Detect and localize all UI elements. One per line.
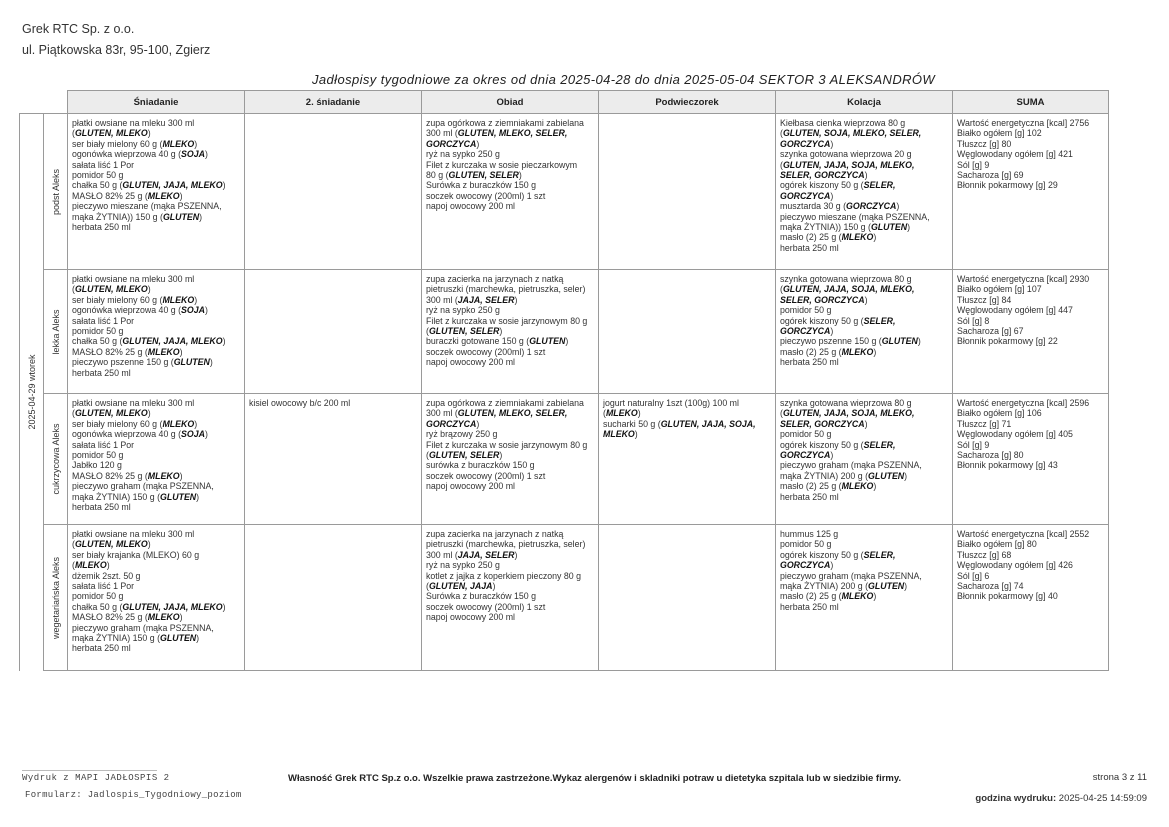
menu-line: masło (2) 25 g (MLEKO) (780, 346, 877, 357)
menu-line: kisiel owocowy b/c 200 ml (249, 398, 351, 408)
allergen-text: GLUTEN, MLEKO, SELER, (457, 128, 568, 139)
allergen-text: JAJA, SELER (457, 294, 515, 305)
allergen-text: SELER, GORCZYCA (780, 170, 865, 181)
allergen-text: GORCZYCA (780, 326, 831, 337)
menu-line: pietruszki (marchewka, pietruszka, seler) (426, 284, 586, 295)
table-row (20, 270, 1109, 394)
allergen-text: MLEKO (603, 429, 635, 440)
menu-line: pomidor 50 g (72, 591, 124, 602)
allergen-text: GLUTEN, JAJA, SOJA, MLEKO, (782, 408, 915, 419)
col-header-snack: Podwieczorek (599, 91, 776, 114)
allergen-text: MLEKO (162, 418, 195, 429)
menu-line: ogonówka wieprzowa 40 g (SOJA) (72, 305, 208, 316)
menu-line: buraczki gotowane 150 g (GLUTEN) (426, 336, 569, 347)
allergen-text: GORCZYCA (426, 138, 477, 149)
menu-line: Filet z kurczaka w sosie jarzynowym 80 g (426, 315, 588, 326)
allergen-text: SELER, GORCZYCA (780, 418, 865, 429)
menu-line: płatki owsiane na mleku 300 ml (72, 398, 195, 408)
menu-line: ogórek kiszony 50 g (SELER, (780, 549, 896, 560)
menu-line: Tłuszcz [g] 80 (957, 138, 1012, 149)
ownership-notice: Własność Grek RTC Sp.z o.o. Wszelkie prawa zastrzeżone.Wykaz alergenów i skladniki potraw u dietetyka szpitala lub w siedzibie firmy. (288, 773, 902, 784)
menu-line: płatki owsiane na mleku 300 ml (72, 274, 195, 284)
menu-line: Białko ogółem [g] 102 (957, 128, 1042, 139)
nutrition-cell (953, 270, 1109, 394)
allergen-text: GLUTEN, JAJA, SOJA, (660, 418, 756, 429)
menu-line: mąka ŻYTNIA) 200 g (GLUTEN) (780, 581, 908, 592)
form-name: Formularz: Jadlospis_Tygodniowy_poziom (25, 790, 242, 800)
menu-cell (776, 394, 953, 525)
menu-line: ryż brązowy 250 g (426, 429, 498, 440)
menu-cell (245, 394, 422, 525)
menu-line: mąka ŻYTNIA) 150 g (GLUTEN) (72, 491, 200, 502)
menu-line: herbata 250 ml (72, 502, 131, 513)
menu-line: (GLUTEN, JAJA) (426, 581, 496, 592)
company-name: Grek RTC Sp. z o.o. (22, 22, 135, 36)
menu-line: zupa zacierka na jarzynach z natką (426, 274, 564, 284)
menu-line: chałka 50 g (GLUTEN, JAJA, MLEKO) (72, 601, 226, 612)
menu-cell (776, 270, 953, 394)
menu-line: ser biały mielony 60 g (MLEKO) (72, 294, 198, 305)
menu-line: Błonnik pokarmowy [g] 29 (957, 180, 1058, 191)
allergen-text: GLUTEN (162, 211, 200, 222)
menu-title: Jadłospisy tygodniowe za okres od dnia 2025-04-28 do dnia 2025-05-04 SEKTOR 3 ALEKSANDRÓW (312, 72, 936, 87)
allergen-text: GLUTEN, JAJA, MLEKO (122, 180, 223, 191)
print-time-label: godzina wydruku: (975, 793, 1057, 804)
menu-cell (68, 114, 245, 270)
allergen-text: GLUTEN (881, 336, 918, 347)
menu-line: sałata liść 1 Por (72, 159, 135, 170)
menu-cell (68, 394, 245, 525)
menu-cell (599, 525, 776, 671)
menu-line: MASŁO 82% 25 g (MLEKO) (72, 470, 183, 481)
allergen-text: SOJA (181, 149, 206, 160)
allergen-text: SELER, (863, 439, 896, 450)
nutrition-cell (953, 394, 1109, 525)
menu-line: herbata 250 ml (780, 491, 839, 502)
menu-line: szynka gotowana wieprzowa 80 g (780, 398, 912, 408)
menu-line: Sacharoza [g] 80 (957, 450, 1024, 461)
menu-line: Sól [g] 9 (957, 159, 990, 170)
menu-line: Wartość energetyczna [kcal] 2756 (957, 118, 1090, 128)
menu-line: GORCZYCA) (426, 418, 480, 429)
allergen-text: MLEKO (605, 408, 638, 419)
allergen-text: MLEKO (147, 346, 180, 357)
allergen-text: MLEKO (74, 560, 107, 571)
menu-line: Wartość energetyczna [kcal] 2552 (957, 529, 1090, 539)
corner-blank (20, 91, 44, 114)
menu-cell (422, 525, 599, 671)
allergen-text: GORCZYCA (780, 138, 831, 149)
col-header-lunch: Obiad (422, 91, 599, 114)
menu-line: soczek owocowy (200ml) 1 szt (426, 470, 546, 481)
allergen-text: MLEKO (841, 481, 874, 492)
menu-line: jogurt naturalny 1szt (100g) 100 ml (603, 398, 739, 408)
menu-line: pomidor 50 g (72, 450, 124, 461)
menu-cell (776, 525, 953, 671)
menu-line: pomidor 50 g (780, 429, 832, 440)
allergen-text: MLEKO (841, 232, 874, 243)
menu-line: pieczywo graham (mąka PSZENNA, (72, 622, 214, 633)
menu-line: 80 g (GLUTEN, SELER) (426, 170, 522, 181)
menu-line: Węglowodany ogółem [g] 421 (957, 149, 1073, 160)
company-address: ul. Piątkowska 83r, 95-100, Zgierz (22, 43, 211, 57)
menu-line: herbata 250 ml (72, 367, 131, 378)
allergen-text: GLUTEN (870, 222, 908, 233)
allergen-text: GLUTEN, SELER (428, 450, 500, 461)
menu-line: napoj owocowy 200 ml (426, 357, 515, 368)
menu-line: mąka ŻYTNIA)) 150 g (GLUTEN) (780, 222, 911, 233)
footer-rule (22, 770, 157, 771)
menu-line: Błonnik pokarmowy [g] 43 (957, 460, 1058, 471)
menu-line: musztarda 30 g (GORCZYCA) (780, 201, 900, 212)
allergen-text: GLUTEN, JAJA (428, 581, 493, 592)
menu-line: GORCZYCA) (780, 560, 834, 571)
menu-line: dżemik 2szt. 50 g (72, 570, 141, 581)
menu-line: ser biały mielony 60 g (MLEKO) (72, 418, 198, 429)
allergen-text: GLUTEN, MLEKO (74, 539, 148, 550)
menu-line: zupa ogórkowa z ziemniakami zabielana (426, 398, 584, 408)
menu-line: MLEKO) (603, 429, 638, 440)
menu-line: ryż na sypko 250 g (426, 560, 500, 571)
menu-line: zupa ogórkowa z ziemniakami zabielana (426, 118, 584, 128)
menu-line: (GLUTEN, JAJA, SOJA, MLEKO, (780, 408, 915, 419)
menu-line: ser biały krajanka (MLEKO) 60 g (72, 549, 200, 560)
allergen-text: SELER, GORCZYCA (780, 294, 865, 305)
menu-line: (GLUTEN, SELER) (426, 326, 503, 337)
menu-line: herbata 250 ml (72, 643, 131, 654)
menu-line: płatki owsiane na mleku 300 ml (72, 118, 195, 128)
menu-line: pomidor 50 g (72, 170, 124, 181)
menu-line: soczek owocowy (200ml) 1 szt (426, 190, 546, 201)
allergen-text: GLUTEN (529, 336, 566, 347)
allergen-text: MLEKO (162, 294, 195, 305)
menu-cell (68, 525, 245, 671)
allergen-text: GORCZYCA (426, 418, 477, 429)
menu-cell (68, 270, 245, 394)
menu-line: 300 ml (JAJA, SELER) (426, 549, 518, 560)
allergen-text: GLUTEN, JAJA, MLEKO (122, 601, 223, 612)
menu-line: (GLUTEN, JAJA, SOJA, MLEKO, (780, 159, 915, 170)
col-header-dinner: Kolacja (776, 91, 953, 114)
menu-cell (599, 394, 776, 525)
menu-cell (422, 394, 599, 525)
table-row (20, 394, 1109, 525)
menu-line: SELER, GORCZYCA) (780, 294, 868, 305)
menu-line: ser biały mielony 60 g (MLEKO) (72, 138, 198, 149)
allergen-text: GLUTEN (160, 491, 197, 502)
menu-line: Węglowodany ogółem [g] 447 (957, 305, 1073, 316)
menu-line: Węglowodany ogółem [g] 426 (957, 560, 1073, 571)
menu-cell (422, 114, 599, 270)
menu-line: kotlet z jajka z koperkiem pieczony 80 g (426, 570, 581, 581)
menu-line: (GLUTEN, SOJA, MLEKO, SELER, (780, 128, 922, 139)
menu-line: mąka ŻYTNIA) 200 g (GLUTEN) (780, 470, 908, 481)
allergen-text: GLUTEN, JAJA, SOJA, MLEKO, (782, 159, 915, 170)
col-header-sum: SUMA (953, 91, 1109, 114)
menu-line: (GLUTEN, MLEKO) (72, 408, 151, 419)
menu-line: szynka gotowana wieprzowa 80 g (780, 274, 912, 284)
allergen-text: GLUTEN, MLEKO (74, 408, 148, 419)
menu-line: napoj owocowy 200 ml (426, 612, 515, 623)
allergen-text: GLUTEN (868, 581, 905, 592)
menu-line: GORCZYCA) (780, 138, 834, 149)
menu-cell (599, 270, 776, 394)
menu-line: Błonnik pokarmowy [g] 40 (957, 591, 1058, 602)
allergen-text: MLEKO (841, 346, 874, 357)
menu-line: ogonówka wieprzowa 40 g (SOJA) (72, 149, 208, 160)
menu-line: herbata 250 ml (780, 242, 839, 253)
date-label: 2025-04-29 wtorek (26, 354, 37, 430)
allergen-text: GORCZYCA (780, 190, 831, 201)
menu-line: płatki owsiane na mleku 300 ml (72, 529, 195, 539)
diet-label: lekka Aleks (50, 308, 61, 355)
menu-line: Błonnik pokarmowy [g] 22 (957, 336, 1058, 347)
menu-line: Sacharoza [g] 74 (957, 581, 1024, 592)
menu-line: (GLUTEN, MLEKO) (72, 539, 151, 550)
menu-line: herbata 250 ml (72, 222, 131, 233)
menu-line: pieczywo mieszane (mąka PSZENNA, (780, 211, 930, 222)
allergen-text: MLEKO (147, 470, 180, 481)
allergen-text: GLUTEN, SELER (428, 326, 500, 337)
allergen-text: GORCZYCA (780, 560, 831, 571)
menu-line: 300 ml (GLUTEN, MLEKO, SELER, (426, 128, 568, 139)
menu-line: ogórek kiszony 50 g (SELER, (780, 315, 896, 326)
menu-line: SELER, GORCZYCA) (780, 170, 868, 181)
menu-line: Sól [g] 8 (957, 315, 990, 326)
diet-cell (44, 394, 68, 525)
menu-line: Sól [g] 9 (957, 439, 990, 450)
nutrition-cell (953, 525, 1109, 671)
menu-line: (MLEKO) (603, 408, 641, 419)
menu-line: ryż na sypko 250 g (426, 149, 500, 160)
allergen-text: GLUTEN, JAJA, SOJA, MLEKO, (782, 284, 915, 295)
menu-line: 300 ml (GLUTEN, MLEKO, SELER, (426, 408, 568, 419)
menu-line: Sacharoza [g] 67 (957, 326, 1024, 337)
menu-line: sałata liść 1 Por (72, 439, 135, 450)
menu-line: MASŁO 82% 25 g (MLEKO) (72, 612, 183, 623)
menu-line: masło (2) 25 g (MLEKO) (780, 232, 877, 243)
menu-line: pieczywo pszenne 150 g (GLUTEN) (72, 357, 213, 368)
allergen-text: GLUTEN (160, 633, 197, 644)
menu-cell (599, 114, 776, 270)
menu-line: pietruszki (marchewka, pietruszka, seler) (426, 539, 586, 550)
menu-line: (GLUTEN, SELER) (426, 450, 503, 461)
menu-line: MASŁO 82% 25 g (MLEKO) (72, 346, 183, 357)
menu-line: Tłuszcz [g] 68 (957, 549, 1012, 560)
menu-line: Filet z kurczaka w sosie pieczarkowym (426, 159, 578, 170)
menu-line: Sól [g] 6 (957, 570, 990, 581)
menu-line: Białko ogółem [g] 106 (957, 408, 1042, 419)
menu-line: Białko ogółem [g] 107 (957, 284, 1042, 295)
menu-line: sałata liść 1 Por (72, 581, 135, 592)
menu-line: ogonówka wieprzowa 40 g (SOJA) (72, 429, 208, 440)
menu-line: Węglowodany ogółem [g] 405 (957, 429, 1073, 440)
menu-line: pieczywo graham (mąka PSZENNA, (72, 481, 214, 492)
allergen-text: GLUTEN (868, 470, 905, 481)
allergen-text: MLEKO (147, 612, 180, 623)
menu-line: Surówka z buraczków 150 g (426, 180, 537, 191)
menu-line: GORCZYCA) (780, 190, 834, 201)
menu-line: mąka ŻYTNIA)) 150 g (GLUTEN) (72, 211, 203, 222)
menu-line: Białko ogółem [g] 80 (957, 539, 1037, 550)
menu-line: (GLUTEN, MLEKO) (72, 284, 151, 295)
menu-line: sucharki 50 g (GLUTEN, JAJA, SOJA, (603, 418, 756, 429)
menu-cell (245, 525, 422, 671)
allergen-text: SELER, (863, 549, 896, 560)
menu-line: sałata liść 1 Por (72, 315, 135, 326)
menu-line: Sacharoza [g] 69 (957, 170, 1024, 181)
menu-line: chałka 50 g (GLUTEN, JAJA, MLEKO) (72, 180, 226, 191)
menu-line: Filet z kurczaka w sosie jarzynowym 80 g (426, 439, 588, 450)
menu-line: pieczywo graham (mąka PSZENNA, (780, 570, 922, 581)
menu-line: herbata 250 ml (780, 357, 839, 368)
allergen-text: MLEKO (147, 190, 180, 201)
table-row (20, 525, 1109, 671)
menu-line: GORCZYCA) (426, 138, 480, 149)
date-cell (20, 114, 44, 671)
menu-line: (GLUTEN, JAJA, SOJA, MLEKO, (780, 284, 915, 295)
diet-cell (44, 525, 68, 671)
allergen-text: GORCZYCA (846, 201, 897, 212)
corner-blank-2 (44, 91, 68, 114)
menu-line: GORCZYCA) (780, 326, 834, 337)
page-number: strona 3 z 11 (1092, 772, 1147, 783)
allergen-text: SELER, (863, 180, 896, 191)
menu-line: MASŁO 82% 25 g (MLEKO) (72, 190, 183, 201)
menu-line: pomidor 50 g (72, 326, 124, 337)
menu-table (19, 90, 1109, 671)
allergen-text: GLUTEN, SELER (448, 170, 519, 181)
diet-label: cukrzycowa Aleks (50, 423, 61, 495)
allergen-text: GLUTEN, MLEKO, SELER, (457, 408, 568, 419)
menu-line: Wartość energetyczna [kcal] 2930 (957, 274, 1090, 284)
allergen-text: MLEKO (841, 591, 874, 602)
allergen-text: MLEKO (162, 138, 195, 149)
menu-line: (MLEKO) (72, 560, 110, 571)
menu-cell (245, 114, 422, 270)
menu-cell (776, 114, 953, 270)
allergen-text: SELER, (863, 315, 896, 326)
menu-line: SELER, GORCZYCA) (780, 418, 868, 429)
menu-line: masło (2) 25 g (MLEKO) (780, 481, 877, 492)
print-time-value: 2025-04-25 14:59:09 (1058, 793, 1147, 804)
menu-line: pomidor 50 g (780, 539, 832, 550)
menu-line: chałka 50 g (GLUTEN, JAJA, MLEKO) (72, 336, 226, 347)
menu-line: Tłuszcz [g] 84 (957, 294, 1012, 305)
menu-line: hummus 125 g (780, 529, 839, 539)
allergen-text: GLUTEN, SOJA, MLEKO, SELER, (782, 128, 922, 139)
print-source: Wydruk z MAPI JADŁOSPIS 2 (22, 773, 170, 783)
print-time (975, 793, 1147, 804)
menu-cell (245, 270, 422, 394)
allergen-text: GLUTEN, MLEKO (74, 284, 148, 295)
nutrition-cell (953, 114, 1109, 270)
menu-line: pieczywo mieszane (mąka PSZENNA, (72, 201, 222, 212)
menu-line: ryż na sypko 250 g (426, 305, 500, 316)
diet-label: wegetariańska Aleks (50, 556, 61, 639)
allergen-text: GLUTEN (173, 357, 210, 368)
menu-line: soczek owocowy (200ml) 1 szt (426, 601, 546, 612)
menu-cell (422, 270, 599, 394)
col-header-second-breakfast: 2. śniadanie (245, 91, 422, 114)
allergen-text: GLUTEN, JAJA, MLEKO (122, 336, 223, 347)
diet-label: podst Aleks (50, 168, 61, 215)
menu-line: Wartość energetyczna [kcal] 2596 (957, 398, 1090, 408)
diet-cell (44, 270, 68, 394)
menu-line: pomidor 50 g (780, 305, 832, 316)
menu-line: mąka ŻYTNIA) 150 g (GLUTEN) (72, 633, 200, 644)
allergen-text: JAJA, SELER (457, 549, 515, 560)
menu-line: ogórek kiszony 50 g (SELER, (780, 180, 896, 191)
allergen-text: SOJA (181, 305, 206, 316)
menu-line: zupa zacierka na jarzynach z natką (426, 529, 564, 539)
menu-line: pieczywo pszenne 150 g (GLUTEN) (780, 336, 921, 347)
allergen-text: SOJA (181, 429, 206, 440)
allergen-text: GORCZYCA (780, 450, 831, 461)
menu-line: pieczywo graham (mąka PSZENNA, (780, 460, 922, 471)
menu-line: napoj owocowy 200 ml (426, 201, 515, 212)
menu-line: Kiełbasa cienka wieprzowa 80 g (780, 118, 906, 128)
menu-line: Tłuszcz [g] 71 (957, 418, 1012, 429)
menu-line: Jabłko 120 g (72, 460, 122, 471)
menu-line: napoj owocowy 200 ml (426, 481, 515, 492)
menu-line: GORCZYCA) (780, 450, 834, 461)
menu-line: szynka gotowana wieprzowa 20 g (780, 149, 912, 160)
menu-line: ogórek kiszony 50 g (SELER, (780, 439, 896, 450)
menu-line: surówka z buraczków 150 g (426, 460, 535, 471)
col-header-breakfast: Śniadanie (68, 91, 245, 114)
menu-line: soczek owocowy (200ml) 1 szt (426, 346, 546, 357)
menu-line: Surówka z buraczków 150 g (426, 591, 537, 602)
allergen-text: GLUTEN, MLEKO (74, 128, 148, 139)
diet-cell (44, 114, 68, 270)
table-row (20, 114, 1109, 270)
menu-line: 300 ml (JAJA, SELER) (426, 294, 518, 305)
menu-line: masło (2) 25 g (MLEKO) (780, 591, 877, 602)
menu-line: herbata 250 ml (780, 601, 839, 612)
menu-line: (GLUTEN, MLEKO) (72, 128, 151, 139)
